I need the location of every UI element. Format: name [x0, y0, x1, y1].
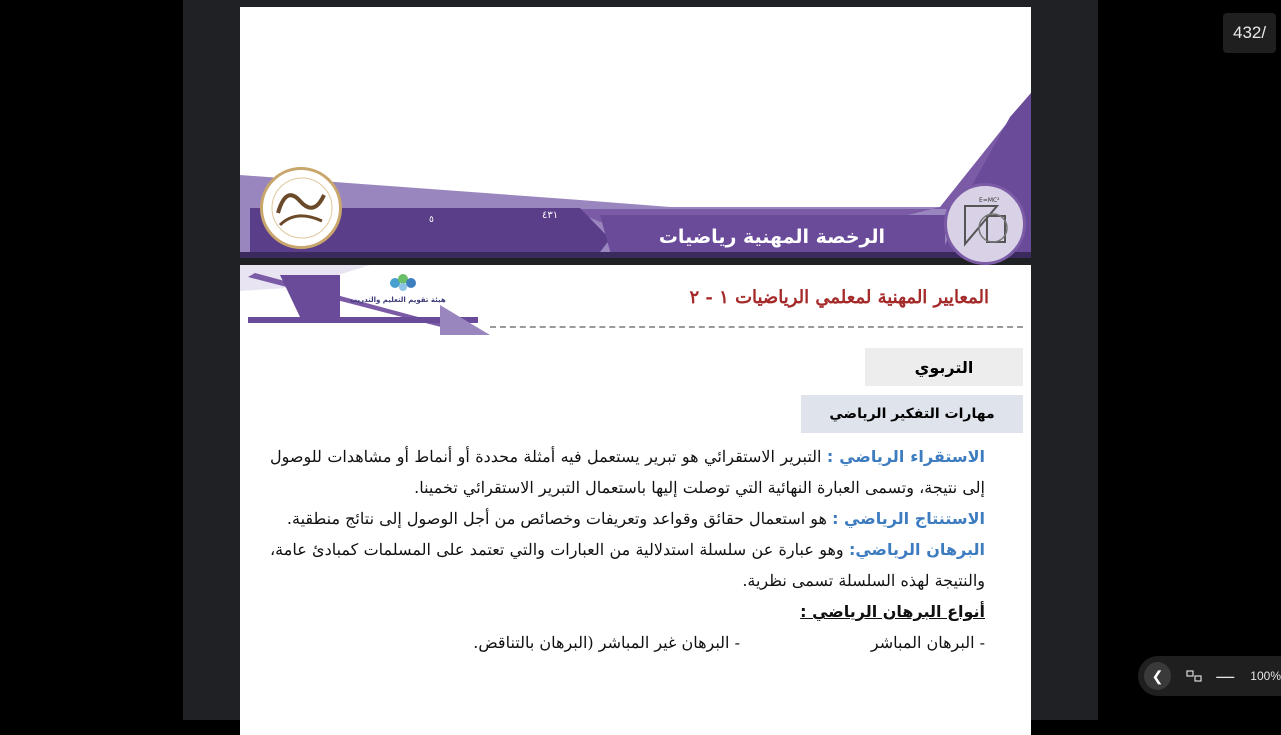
zoom-toolbar	[1138, 656, 1281, 696]
list-item: - البرهان المباشر	[870, 633, 985, 652]
calligraphy-logo	[260, 167, 342, 249]
divider	[490, 326, 1023, 328]
paragraph-text: التبرير الاستقرائي هو تبرير يستعمل فيه أمثلة محددة أو أنماط أو مشاهدات للوصول إلى نتيجة، وتسمى العبارة النهائية التي توصلت إليها باستعمال التبرير الاستقرائي تخمينا.	[270, 447, 985, 497]
subcategory-box: مهارات التفكير الرياضي	[801, 395, 1023, 433]
paragraph-induction	[270, 441, 985, 503]
paragraph-text: وهو عبارة عن سلسلة استدلالية من العبارات والتي تعتمد على المسلمات كمبادئ عامة، والنتيجة لهذه السلسلة تسمى نظرية.	[270, 540, 985, 590]
term-label: البرهان الرياضي:	[848, 540, 986, 559]
minus-icon[interactable]: —	[1216, 665, 1235, 686]
list-item: - البرهان غير المباشر (البرهان بالتناقض.	[473, 633, 740, 652]
document-body	[270, 441, 985, 658]
pdf-page-current	[240, 265, 1031, 735]
pdf-viewer[interactable]	[183, 0, 1281, 720]
paragraph-text: هو استعمال حقائق وقواعد وتعريفات وخصائص من أجل الوصول إلى نتائج منطقية.	[286, 509, 833, 528]
page-dot: ٥	[429, 215, 434, 225]
page-count: 432/	[1223, 13, 1276, 53]
math-emblem-icon	[944, 183, 1026, 265]
zoom-level[interactable]: 100%	[1250, 669, 1281, 683]
term-label: الاستقراء الرياضي :	[826, 447, 985, 466]
category-box: التربوي	[865, 348, 1023, 386]
org-logo-text: هيئة تقويم التعليم والتدريب	[350, 296, 446, 304]
fit-page-icon[interactable]	[1185, 669, 1202, 683]
banner-title: الرخصة المهنية رياضيات	[658, 226, 885, 248]
chevron-left-icon[interactable]: ❮	[1144, 662, 1171, 690]
banner-graphic	[240, 7, 1031, 258]
proof-types-list	[270, 627, 985, 658]
term-label: الاستنتاج الرياضي :	[832, 509, 985, 528]
org-logo-icon	[390, 274, 416, 291]
svg-text:E=MC²: E=MC²	[979, 197, 1000, 204]
paragraph-proof	[270, 534, 985, 596]
section-title: المعايير المهنية لمعلمي الرياضيات ١ - ٢	[689, 287, 989, 308]
types-heading: أنواع البرهان الرياضي :	[800, 602, 985, 621]
pdf-page-previous	[240, 7, 1031, 258]
page-number: ٤٣١	[542, 210, 559, 221]
paragraph-deduction	[270, 503, 985, 534]
